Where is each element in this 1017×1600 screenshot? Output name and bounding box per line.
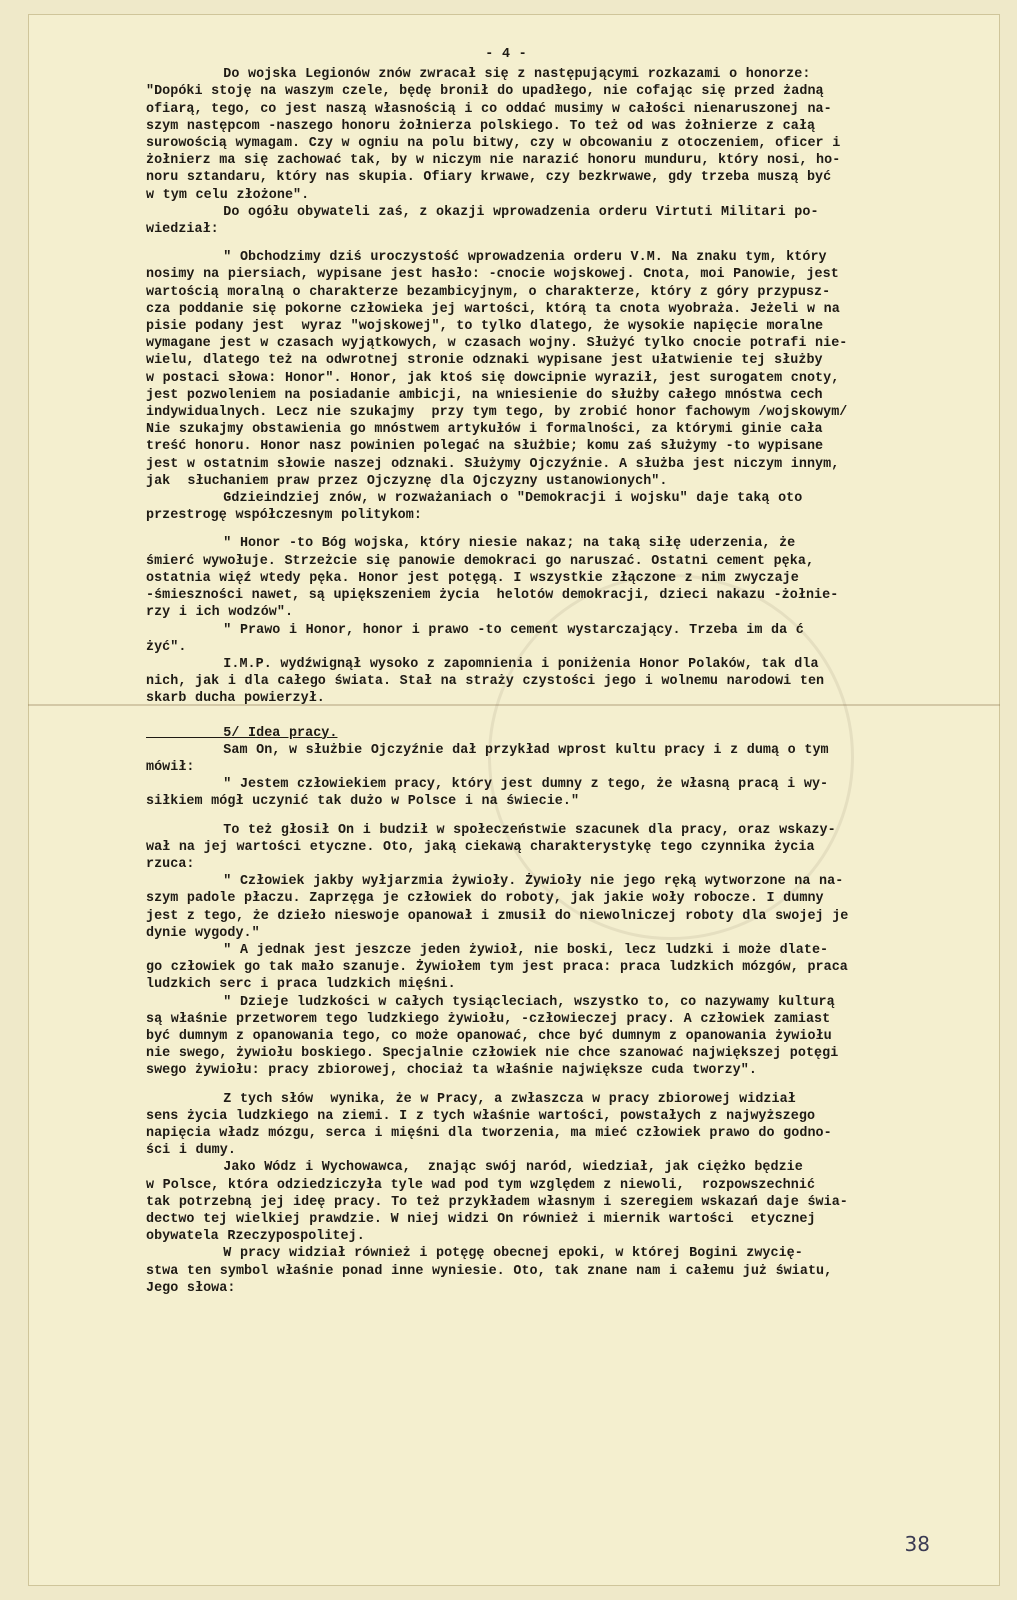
text-line: rzuca: [146, 856, 195, 872]
text-line: są właśnie przetworem tego ludzkiego żywiołu, -człowieczej pracy. A człowiek zamiast [146, 1011, 831, 1027]
text-line: surowością wymagam. Czy w ogniu na polu bitwy, czy w obcowaniu z otoczeniem, oficer i [146, 136, 841, 152]
text-line: " Prawo i Honor, honor i prawo -to cement wystarczający. Trzeba im da ć [146, 622, 804, 638]
text-line: pisie podany jest wyraz "wojskowej", to tylko dlatego, że wysokie napięcie moralne [146, 319, 824, 335]
text-line: wymagane jest w czasach wyjątkowych, w czasach wojny. Służyć tylko cnocie potrafi nie- [146, 336, 848, 352]
text-line: być dumnym z opanowania tego, co może opanować, chce być dumnym z opanowania żywiołu [146, 1028, 832, 1044]
text-line: skarb ducha powierzył. [146, 691, 325, 707]
text-line: dynie wygody." [146, 925, 260, 941]
text-line: W pracy widział również i potęgę obecnej epoki, w której Bogini zwycię- [146, 1246, 803, 1262]
text-line: w postaci słowa: Honor". Honor, jak ktoś się dowcipnie wyraził, jest surogatem cnoty, [146, 370, 840, 386]
text-line: ści i dumy. [146, 1143, 236, 1159]
page-number: - 4 - [485, 47, 527, 62]
document-page [28, 14, 1000, 1586]
text-line: jest pozwoleniem na posiadanie ambicji, na wniesienie do służby całego mnóstwa cech [146, 387, 823, 403]
text-line: siłkiem mógł uczynić tak dużo w Polsce i na świecie." [146, 794, 580, 810]
text-line: "Dopóki stoję na waszym czele, będę bronił do upadłego, nie cofając się przed żadną [146, 84, 824, 100]
text-line: w tym celu złożone". [146, 187, 310, 203]
text-line: Nie szukajmy obstawienia go mnóstwem artykułów i formalności, za którymi ginie cała [146, 422, 823, 438]
text-line: ludzkich serc i praca ludzkich mięśni. [146, 977, 456, 993]
text-line: śmierć wywołuje. Strzeżcie się panowie demokraci go naruszać. Ostatni cement pęka, [146, 553, 815, 569]
text-line: tak potrzebną jej ideę pracy. To też przykładem własnym i szeregiem wskazań daje świa- [146, 1194, 848, 1210]
text-line: Jako Wódz i Wychowawca, znając swój naród, wiedział, jak ciężko będzie [146, 1160, 803, 1176]
text-line: " Dzieje ludzkości w całych tysiącleciach, wszystko to, co nazywamy kulturą [146, 994, 835, 1010]
folio-number: 38 [904, 1532, 930, 1556]
text-line: mówił: [146, 759, 195, 775]
text-line: szym padole płaczu. Zaprzęga je człowiek do roboty, jak jakie woły robocze. I dumny [146, 891, 824, 907]
text-line: swego żywiołu: pracy zbiorowej, chociaż ta właśnie największe cuda tworzy". [146, 1063, 757, 1079]
text-line: I.M.P. wydźwignął wysoko z zapomnienia i poniżenia Honor Polaków, tak dla [146, 656, 819, 672]
text-line: szym następcom -naszego honoru żołnierza polskiego. To też od was żołnierze z całą [146, 118, 816, 134]
text-line: jak słuchaniem praw przez Ojczyznę dla Ojczyzny ustanowionych". [146, 473, 668, 489]
text-line: Do ogółu obywateli zaś, z okazji wprowadzenia orderu Virtuti Militari po- [146, 204, 819, 220]
text-line: obywatela Rzeczypospolitej. [146, 1229, 365, 1245]
text-line: ofiarą, tego, co jest naszą własnością i co oddać musimy w całości nienaruszonej na- [146, 101, 832, 117]
text-line: nosimy na piersiach, wypisane jest hasło: -cnocie wojskowej. Cnota, moi Panowie, jest [146, 267, 839, 283]
text-line: przestrogę współczesnym politykom: [146, 508, 422, 524]
text-line: " Obchodzimy dziś uroczystość wprowadzenia orderu V.M. Na znaku tym, który [146, 250, 827, 266]
text-line: jest w ostatnim słowie naszej odznaki. Służymy Ojczyźnie. A służba jest niczym innym, [146, 456, 840, 472]
text-line: Jego słowa: [146, 1280, 236, 1296]
text-block-work [146, 742, 986, 1297]
text-line: wiedział: [146, 222, 219, 238]
text-line: dectwo tej wielkiej prawdzie. W niej widzi On również i miernik wartości etycznej [146, 1212, 816, 1227]
text-line: Z tych słów wynika, że w Pracy, a zwłaszcza w pracy zbiorowej widział [146, 1091, 796, 1107]
text-line: treść honoru. Honor nasz powinien polegać na służbie; komu zaś służymy -to wypisane [146, 439, 824, 455]
text-line: żołnierz ma się zachować tak, by w niczym nie narazić honoru munduru, który nosi, ho- [146, 153, 841, 169]
text-line: -śmieszności nawet, są upiększeniem życia helotów demokracji, dzieci nakazu -żołnie- [146, 588, 839, 604]
text-line: ostatnia więź wtedy pęka. Honor jest potęgą. I wszystkie złączone z nim zwyczaje [146, 570, 799, 586]
text-line: " Honor -to Bóg wojska, który niesie nakaz; na taką siłę uderzenia, że [146, 536, 796, 552]
text-line: w Polsce, która odziedziczyła tyle wad pod tym względem z niewoli, rozpowszechnić [146, 1177, 816, 1193]
text-line: wał na jej wartości etyczne. Oto, jaką ciekawą charakterystykę tego czynnika życia [146, 839, 815, 855]
text-line: " A jednak jest jeszcze jeden żywioł, nie boski, lecz ludzki i może dlate- [146, 942, 829, 958]
text-line: żyć". [146, 639, 187, 655]
text-line: indywidualnych. Lecz nie szukajmy przy tym tego, by zrobić honor fachowym /wojskowym/ [146, 405, 848, 421]
text-line: " Człowiek jakby wyłjarzmia żywioły. Żywioły nie jego ręką wytworzone na na- [146, 874, 844, 890]
text-line: Sam On, w służbie Ojczyźnie dał przykład wprost kultu pracy i z dumą o tym [146, 742, 829, 758]
text-line: Gdzieindziej znów, w rozważaniach o "Demokracji i wojsku" daje taką oto [146, 491, 803, 507]
text-line: rzy i ich wodzów". [146, 605, 294, 621]
text-line: go człowiek go tak mało szanuje. Żywiołem tym jest praca: praca ludzkich mózgów, praca [146, 960, 848, 976]
text-line: noru sztandaru, który nas skupia. Ofiary krwawe, czy bezkrwawe, gdy trzeba muszą być [146, 170, 832, 186]
text-line: stwa ten symbol właśnie ponad inne wyniesie. Oto, tak znane nam i całemu już światu, [146, 1263, 833, 1279]
text-line: napięcia władz mózgu, serca i mięśni dla tworzenia, ma mieć człowiek prawo do godno- [146, 1125, 832, 1141]
text-line: cza poddanie się pokorne człowieka jej wartości, którą ta cnota wyobraża. Jeżeli w na [146, 301, 840, 317]
text-line: sens życia ludzkiego na ziemi. I z tych właśnie wartości, powstałych z najwyższego [146, 1108, 816, 1124]
text-line: jest z tego, że dzieło nieswoje opanował i zmusił do niewolniczej roboty dla swojej je [146, 908, 849, 924]
text-line: nich, jak i dla całego świata. Stał na straży czystości jego i wolnemu narodowi ten [146, 674, 825, 690]
typed-text [146, 46, 986, 1297]
text-line: " Jestem człowiekiem pracy, który jest dumny z tego, że własną pracą i wy- [146, 777, 829, 793]
text-line: wartością moralną o charakterze bezambicyjnym, o charakterze, który z góry przypusz- [146, 284, 831, 300]
section-heading: 5/ Idea pracy. [146, 725, 338, 741]
text-line: To też głosił On i budził w społeczeństwie szacunek dla pracy, oraz wskazy- [146, 822, 836, 838]
text-line: Do wojska Legionów znów zwracał się z następującymi rozkazami o honorze: [146, 67, 811, 83]
text-line: nie swego, żywiołu boskiego. Specjalnie człowiek nie chce szanować największej potęgi [146, 1046, 839, 1062]
text-line: wielu, dlatego też na odwrotnej stronie odznaki wypisane jest ułatwienie tej służby [146, 353, 823, 369]
text-block-honor [146, 66, 986, 707]
